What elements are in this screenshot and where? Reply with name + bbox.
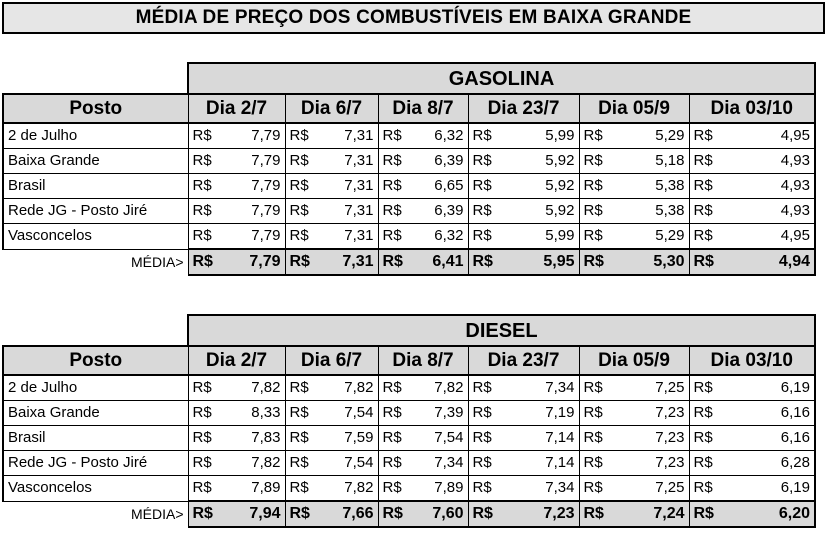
table-row — [3, 199, 815, 224]
table-row — [3, 123, 815, 149]
day-header: Dia 6/7 — [285, 94, 378, 123]
currency-symbol: R$ — [188, 123, 218, 149]
diesel-table — [2, 314, 816, 528]
table-row — [3, 401, 815, 426]
average-value: 7,23 — [498, 501, 579, 527]
fuel-name-row — [3, 315, 815, 346]
price-value: 4,95 — [719, 224, 815, 250]
price-value: 7,34 — [408, 451, 468, 476]
currency-symbol: R$ — [285, 174, 315, 199]
price-value: 8,33 — [218, 401, 285, 426]
currency-symbol: R$ — [188, 451, 218, 476]
price-value: 5,38 — [609, 174, 689, 199]
currency-symbol: R$ — [378, 123, 408, 149]
price-value: 6,19 — [719, 375, 815, 401]
price-value: 6,16 — [719, 426, 815, 451]
average-value: 7,60 — [408, 501, 468, 527]
currency-symbol: R$ — [468, 224, 498, 250]
posto-name: Brasil — [3, 174, 188, 199]
price-value: 5,99 — [498, 224, 579, 250]
currency-symbol: R$ — [468, 501, 498, 527]
posto-header: Posto — [3, 94, 188, 123]
posto-name: 2 de Julho — [3, 123, 188, 149]
currency-symbol: R$ — [689, 149, 719, 174]
gasolina-table — [2, 62, 816, 276]
price-value: 5,29 — [609, 123, 689, 149]
price-value: 7,34 — [498, 476, 579, 502]
price-value: 4,93 — [719, 174, 815, 199]
currency-symbol: R$ — [689, 451, 719, 476]
fuel-name: DIESEL — [188, 315, 815, 346]
price-value: 4,95 — [719, 123, 815, 149]
average-label: MÉDIA> — [3, 249, 188, 275]
price-value: 7,31 — [315, 224, 378, 250]
average-value: 6,20 — [719, 501, 815, 527]
average-value: 5,95 — [498, 249, 579, 275]
day-header: Dia 23/7 — [468, 346, 579, 375]
currency-symbol: R$ — [468, 375, 498, 401]
currency-symbol: R$ — [579, 501, 609, 527]
currency-symbol: R$ — [378, 451, 408, 476]
currency-symbol: R$ — [468, 249, 498, 275]
table-row — [3, 426, 815, 451]
price-value: 6,39 — [408, 199, 468, 224]
header-row — [3, 94, 815, 123]
price-value: 7,89 — [218, 476, 285, 502]
posto-header: Posto — [3, 346, 188, 375]
table-row — [3, 149, 815, 174]
currency-symbol: R$ — [468, 174, 498, 199]
currency-symbol: R$ — [689, 123, 719, 149]
price-value: 7,39 — [408, 401, 468, 426]
price-value: 7,82 — [218, 375, 285, 401]
price-value: 7,25 — [609, 476, 689, 502]
price-value: 7,31 — [315, 149, 378, 174]
price-value: 5,18 — [609, 149, 689, 174]
currency-symbol: R$ — [378, 174, 408, 199]
price-value: 6,19 — [719, 476, 815, 502]
price-value: 7,59 — [315, 426, 378, 451]
currency-symbol: R$ — [468, 123, 498, 149]
currency-symbol: R$ — [468, 451, 498, 476]
currency-symbol: R$ — [689, 401, 719, 426]
header-row — [3, 346, 815, 375]
day-header: Dia 03/10 — [689, 346, 815, 375]
currency-symbol: R$ — [285, 224, 315, 250]
price-value: 7,89 — [408, 476, 468, 502]
price-value: 7,31 — [315, 123, 378, 149]
average-value: 7,66 — [315, 501, 378, 527]
currency-symbol: R$ — [689, 199, 719, 224]
price-value: 5,92 — [498, 149, 579, 174]
average-value: 7,79 — [218, 249, 285, 275]
currency-symbol: R$ — [188, 375, 218, 401]
currency-symbol: R$ — [579, 249, 609, 275]
price-value: 7,31 — [315, 174, 378, 199]
day-header: Dia 8/7 — [378, 346, 468, 375]
average-row — [3, 501, 815, 527]
price-value: 5,92 — [498, 199, 579, 224]
posto-name: Vasconcelos — [3, 224, 188, 250]
currency-symbol: R$ — [285, 199, 315, 224]
currency-symbol: R$ — [188, 174, 218, 199]
currency-symbol: R$ — [378, 501, 408, 527]
average-label: MÉDIA> — [3, 501, 188, 527]
currency-symbol: R$ — [468, 476, 498, 502]
day-header: Dia 8/7 — [378, 94, 468, 123]
price-value: 7,34 — [498, 375, 579, 401]
price-value: 7,83 — [218, 426, 285, 451]
currency-symbol: R$ — [689, 476, 719, 502]
currency-symbol: R$ — [689, 375, 719, 401]
fuel-name: GASOLINA — [188, 63, 815, 94]
currency-symbol: R$ — [468, 149, 498, 174]
currency-symbol: R$ — [188, 501, 218, 527]
currency-symbol: R$ — [689, 174, 719, 199]
currency-symbol: R$ — [285, 149, 315, 174]
currency-symbol: R$ — [579, 401, 609, 426]
currency-symbol: R$ — [188, 224, 218, 250]
currency-symbol: R$ — [188, 401, 218, 426]
price-value: 7,79 — [218, 224, 285, 250]
currency-symbol: R$ — [378, 401, 408, 426]
table-row — [3, 174, 815, 199]
posto-name: Baixa Grande — [3, 401, 188, 426]
currency-symbol: R$ — [378, 224, 408, 250]
currency-symbol: R$ — [579, 375, 609, 401]
currency-symbol: R$ — [689, 249, 719, 275]
page-title: MÉDIA DE PREÇO DOS COMBUSTÍVEIS EM BAIXA GRANDE — [2, 2, 825, 34]
currency-symbol: R$ — [285, 451, 315, 476]
currency-symbol: R$ — [579, 476, 609, 502]
average-value: 7,24 — [609, 501, 689, 527]
currency-symbol: R$ — [378, 375, 408, 401]
table-row — [3, 451, 815, 476]
average-row — [3, 249, 815, 275]
posto-name: Baixa Grande — [3, 149, 188, 174]
day-header: Dia 05/9 — [579, 94, 689, 123]
price-value: 7,31 — [315, 199, 378, 224]
price-value: 7,79 — [218, 199, 285, 224]
price-value: 6,16 — [719, 401, 815, 426]
price-value: 7,19 — [498, 401, 579, 426]
price-value: 7,79 — [218, 174, 285, 199]
currency-symbol: R$ — [468, 426, 498, 451]
price-value: 7,25 — [609, 375, 689, 401]
price-value: 5,92 — [498, 174, 579, 199]
average-value: 4,94 — [719, 249, 815, 275]
price-value: 6,32 — [408, 224, 468, 250]
empty-cell — [3, 315, 188, 346]
currency-symbol: R$ — [468, 401, 498, 426]
price-value: 7,54 — [315, 401, 378, 426]
currency-symbol: R$ — [188, 476, 218, 502]
price-value: 7,82 — [315, 375, 378, 401]
price-value: 7,54 — [408, 426, 468, 451]
price-value: 7,23 — [609, 401, 689, 426]
currency-symbol: R$ — [378, 199, 408, 224]
posto-name: 2 de Julho — [3, 375, 188, 401]
currency-symbol: R$ — [579, 123, 609, 149]
currency-symbol: R$ — [285, 426, 315, 451]
price-value: 5,29 — [609, 224, 689, 250]
day-header: Dia 23/7 — [468, 94, 579, 123]
day-header: Dia 2/7 — [188, 94, 285, 123]
currency-symbol: R$ — [188, 249, 218, 275]
price-value: 7,14 — [498, 426, 579, 451]
price-value: 6,65 — [408, 174, 468, 199]
currency-symbol: R$ — [285, 501, 315, 527]
day-header: Dia 6/7 — [285, 346, 378, 375]
price-value: 7,82 — [218, 451, 285, 476]
currency-symbol: R$ — [689, 224, 719, 250]
currency-symbol: R$ — [579, 199, 609, 224]
price-value: 7,79 — [218, 149, 285, 174]
currency-symbol: R$ — [689, 426, 719, 451]
price-value: 5,38 — [609, 199, 689, 224]
price-value: 7,54 — [315, 451, 378, 476]
currency-symbol: R$ — [468, 199, 498, 224]
average-value: 5,30 — [609, 249, 689, 275]
price-value: 4,93 — [719, 149, 815, 174]
price-value: 5,99 — [498, 123, 579, 149]
currency-symbol: R$ — [285, 123, 315, 149]
currency-symbol: R$ — [285, 249, 315, 275]
currency-symbol: R$ — [378, 426, 408, 451]
fuel-name-row — [3, 63, 815, 94]
price-value: 7,82 — [408, 375, 468, 401]
price-value: 7,23 — [609, 451, 689, 476]
currency-symbol: R$ — [378, 149, 408, 174]
currency-symbol: R$ — [579, 174, 609, 199]
posto-name: Brasil — [3, 426, 188, 451]
price-value: 6,39 — [408, 149, 468, 174]
currency-symbol: R$ — [579, 224, 609, 250]
currency-symbol: R$ — [188, 199, 218, 224]
price-value: 6,32 — [408, 123, 468, 149]
price-value: 7,79 — [218, 123, 285, 149]
average-value: 6,41 — [408, 249, 468, 275]
currency-symbol: R$ — [689, 501, 719, 527]
price-value: 7,82 — [315, 476, 378, 502]
table-row — [3, 375, 815, 401]
price-value: 6,28 — [719, 451, 815, 476]
currency-symbol: R$ — [188, 149, 218, 174]
currency-symbol: R$ — [378, 476, 408, 502]
currency-symbol: R$ — [285, 375, 315, 401]
currency-symbol: R$ — [579, 426, 609, 451]
currency-symbol: R$ — [378, 249, 408, 275]
day-header: Dia 05/9 — [579, 346, 689, 375]
currency-symbol: R$ — [188, 426, 218, 451]
posto-name: Vasconcelos — [3, 476, 188, 502]
currency-symbol: R$ — [579, 149, 609, 174]
table-row — [3, 476, 815, 502]
posto-name: Rede JG - Posto Jiré — [3, 199, 188, 224]
empty-cell — [3, 63, 188, 94]
average-value: 7,94 — [218, 501, 285, 527]
posto-name: Rede JG - Posto Jiré — [3, 451, 188, 476]
day-header: Dia 2/7 — [188, 346, 285, 375]
table-row — [3, 224, 815, 250]
day-header: Dia 03/10 — [689, 94, 815, 123]
price-value: 4,93 — [719, 199, 815, 224]
currency-symbol: R$ — [285, 401, 315, 426]
currency-symbol: R$ — [579, 451, 609, 476]
price-value: 7,23 — [609, 426, 689, 451]
average-value: 7,31 — [315, 249, 378, 275]
currency-symbol: R$ — [285, 476, 315, 502]
price-value: 7,14 — [498, 451, 579, 476]
